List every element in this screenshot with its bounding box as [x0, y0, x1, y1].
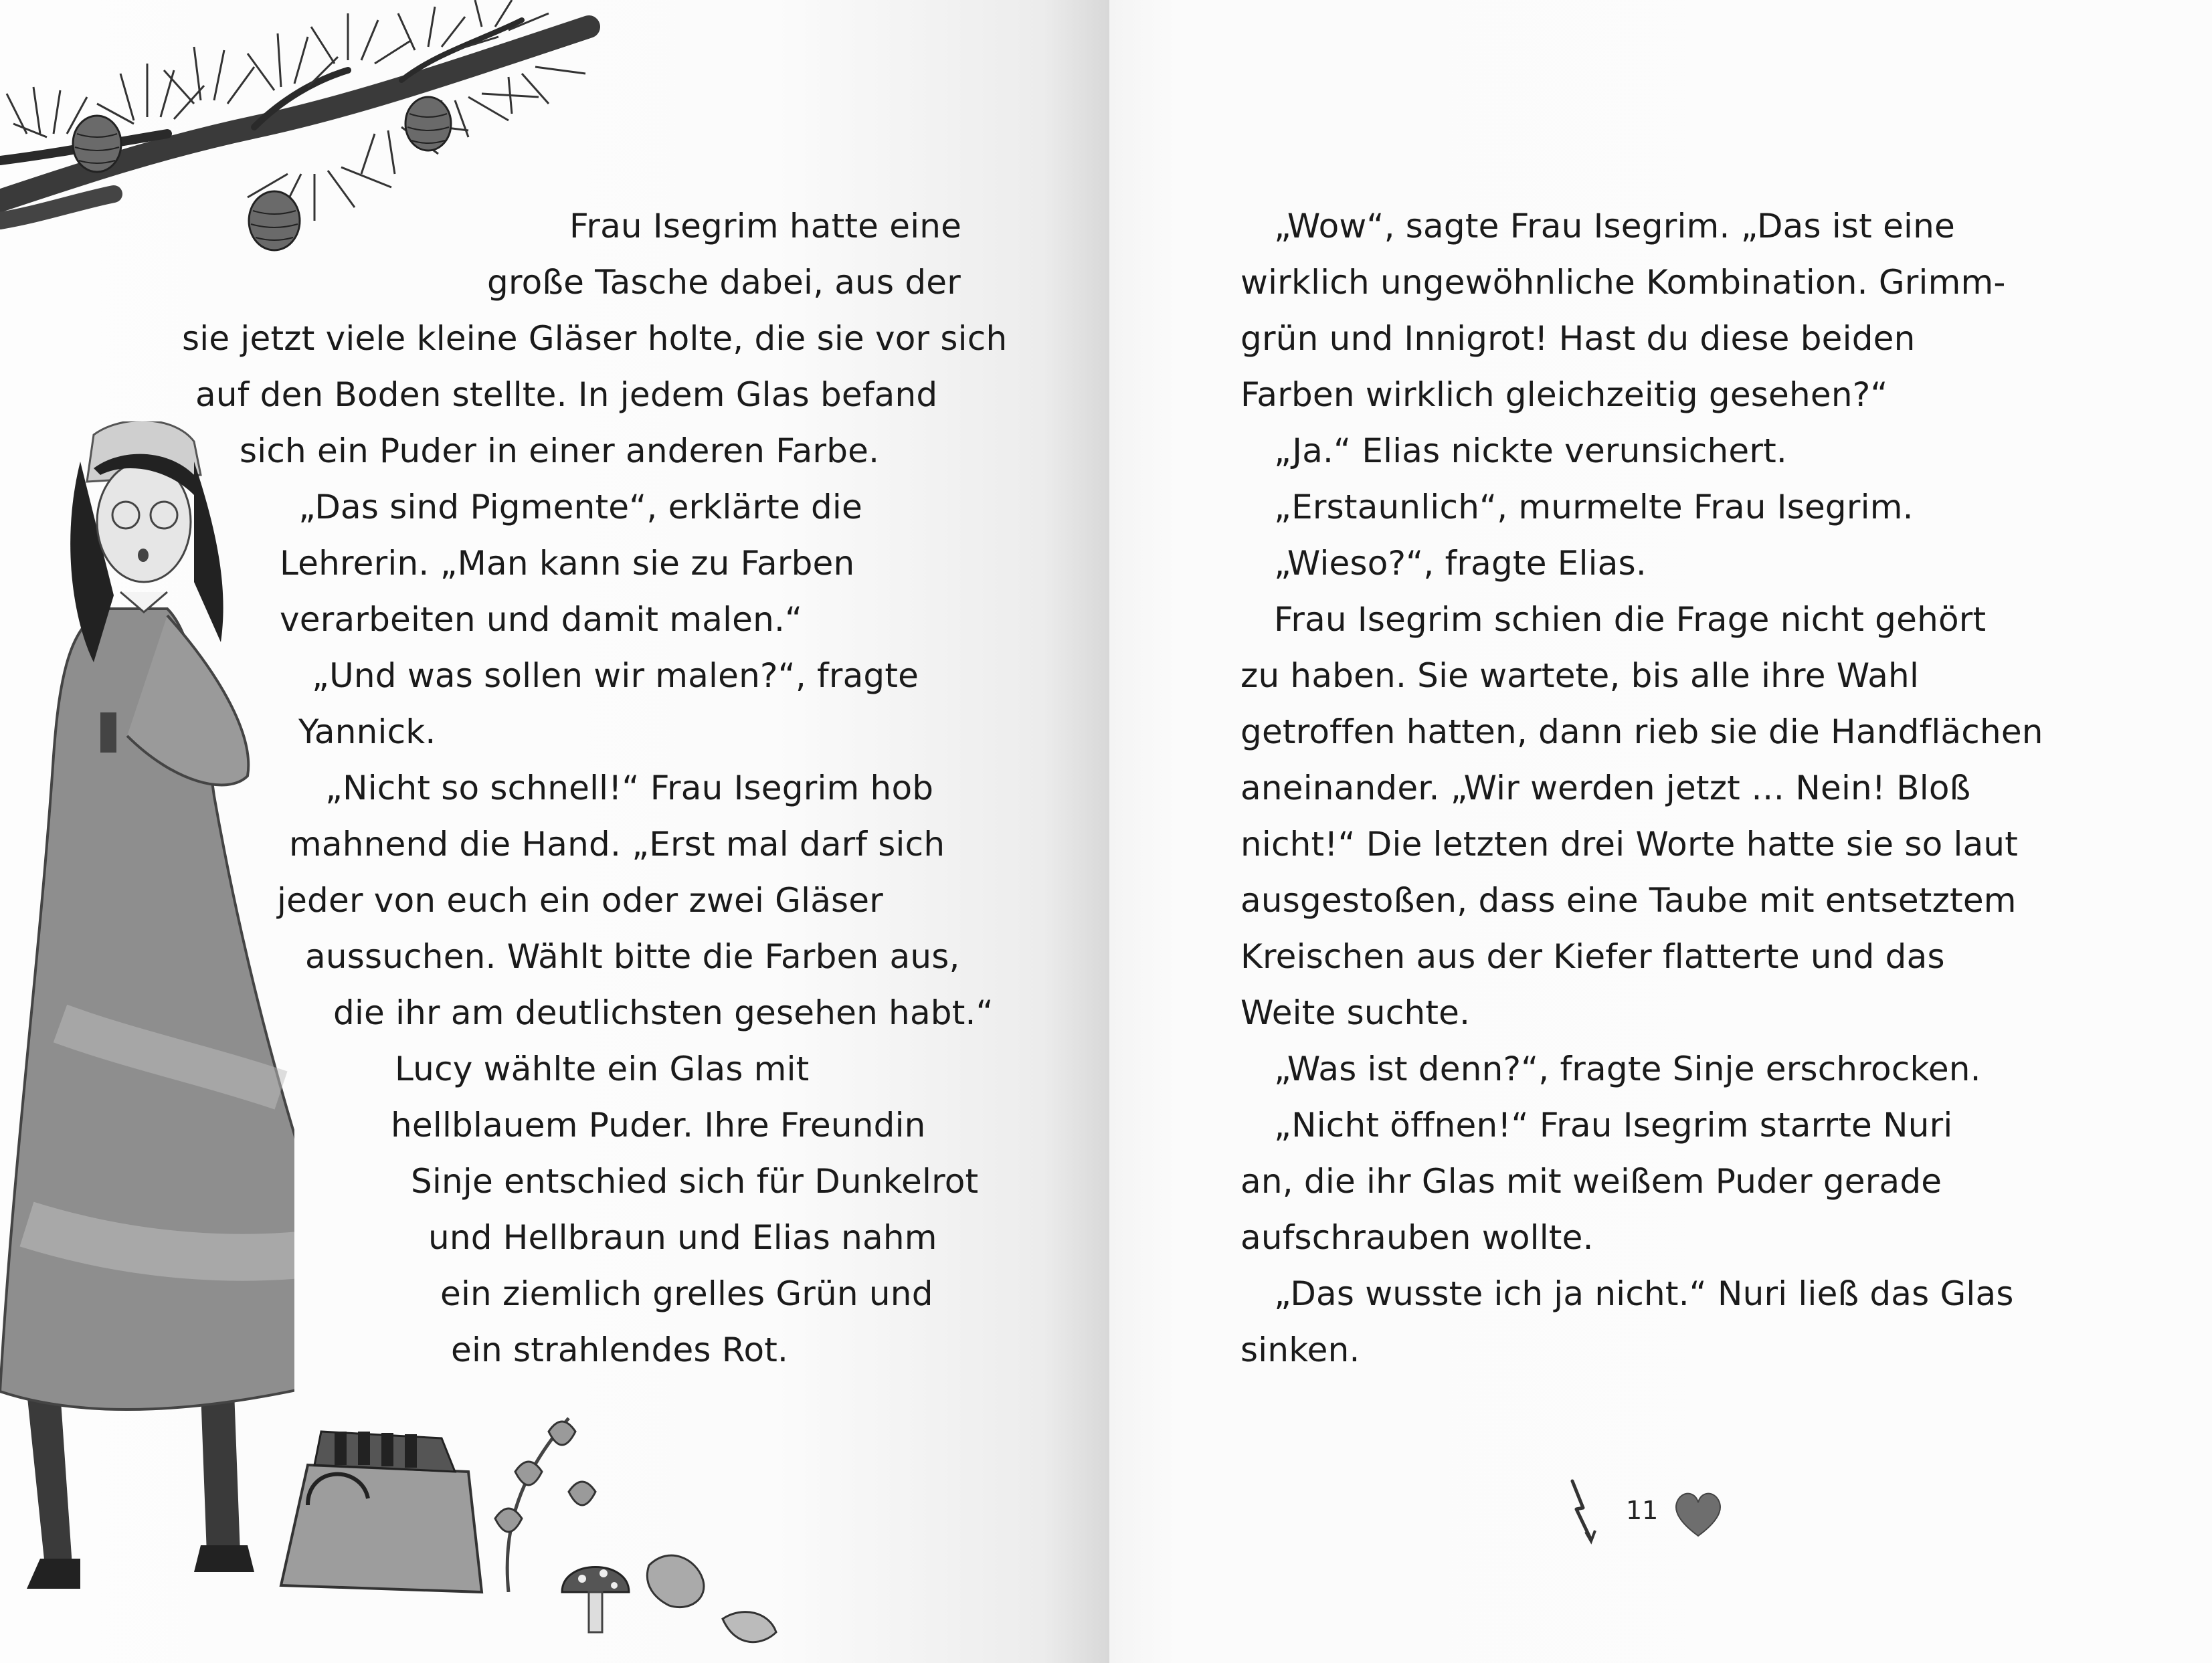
text-line: Kreischen aus der Kiefer flatterte und das: [1240, 937, 1945, 976]
text-line: verarbeiten und damit malen.“: [280, 600, 803, 639]
right-page: [1109, 0, 2212, 1663]
text-line: hellblauem Puder. Ihre Freundin: [391, 1106, 926, 1145]
text-line: „Das wusste ich ja nicht.“ Nuri ließ das Glas: [1274, 1274, 2014, 1313]
text-line: „Ja.“ Elias nickte verunsichert.: [1274, 431, 1787, 470]
lightning-bolt-icon: [1564, 1478, 1604, 1545]
text-line: auf den Boden stellte. In jedem Glas befand: [195, 375, 938, 414]
text-line: Weite suchte.: [1240, 993, 1471, 1032]
text-line: Frau Isegrim hatte eine: [569, 207, 962, 246]
pine-branch-illustration: [0, 0, 602, 281]
text-line: Lehrerin. „Man kann sie zu Farben: [280, 544, 855, 583]
text-line: „Wieso?“, fragte Elias.: [1274, 544, 1647, 583]
text-line: grün und Innigrot! Hast du diese beiden: [1240, 319, 1916, 358]
woman-teacher-illustration: [0, 421, 294, 1592]
text-line: Yannick.: [298, 712, 436, 751]
page-number: 11: [1626, 1496, 1659, 1525]
text-line: aneinander. „Wir werden jetzt … Nein! Bloß: [1240, 769, 1971, 807]
text-line: nicht!“ Die letzten drei Worte hatte sie so laut: [1240, 825, 2019, 864]
text-line: und Hellbraun und Elias nahm: [428, 1218, 937, 1257]
text-line: sie jetzt viele kleine Gläser holte, die sie vor sich: [182, 319, 1008, 358]
text-line: Frau Isegrim schien die Frage nicht gehört: [1274, 600, 1987, 639]
text-line: Lucy wählte ein Glas mit: [395, 1050, 810, 1088]
text-line: ein ziemlich grelles Grün und: [440, 1274, 933, 1313]
toadstool-illustration: [555, 1552, 636, 1639]
text-line: an, die ihr Glas mit weißem Puder gerade: [1240, 1162, 1942, 1201]
text-line: große Tasche dabei, aus der: [487, 263, 961, 302]
text-line: „Was ist denn?“, fragte Sinje erschrocken.: [1274, 1050, 1981, 1088]
text-line: mahnend die Hand. „Erst mal darf sich: [289, 825, 945, 864]
oak-leaves-illustration: [642, 1539, 790, 1659]
text-line: „Nicht öffnen!“ Frau Isegrim starrte Nuri: [1274, 1106, 1953, 1145]
text-line: aussuchen. Wählt bitte die Farben aus,: [305, 937, 960, 976]
text-line: „Das sind Pigmente“, erklärte die: [298, 488, 862, 526]
text-line: ausgestoßen, dass eine Taube mit entsetztem: [1240, 881, 2017, 920]
text-line: „Wow“, sagte Frau Isegrim. „Das ist eine: [1274, 207, 1955, 246]
page-footer: [1559, 1478, 1733, 1552]
text-line: sich ein Puder in einer anderen Farbe.: [240, 431, 880, 470]
text-line: „Und was sollen wir malen?“, fragte: [312, 656, 919, 695]
text-line: aufschrauben wollte.: [1240, 1218, 1594, 1257]
text-line: die ihr am deutlichsten gesehen habt.“: [333, 993, 994, 1032]
text-line: sinken.: [1240, 1331, 1360, 1369]
text-line: Sinje entschied sich für Dunkelrot: [411, 1162, 979, 1201]
text-line: getroffen hatten, dann rieb sie die Handflächen: [1240, 712, 2043, 751]
text-line: jeder von euch ein oder zwei Gläser: [277, 881, 883, 920]
text-line: zu haben. Sie wartete, bis alle ihre Wahl: [1240, 656, 1920, 695]
text-line: „Erstaunlich“, murmelte Frau Isegrim.: [1274, 488, 1914, 526]
text-line: „Nicht so schnell!“ Frau Isegrim hob: [325, 769, 934, 807]
heart-icon: [1671, 1488, 1725, 1541]
text-line: Farben wirklich gleichzeitig gesehen?“: [1240, 375, 1888, 414]
text-line: wirklich ungewöhnliche Kombination. Grimm-: [1240, 263, 2006, 302]
text-line: ein strahlendes Rot.: [451, 1331, 789, 1369]
